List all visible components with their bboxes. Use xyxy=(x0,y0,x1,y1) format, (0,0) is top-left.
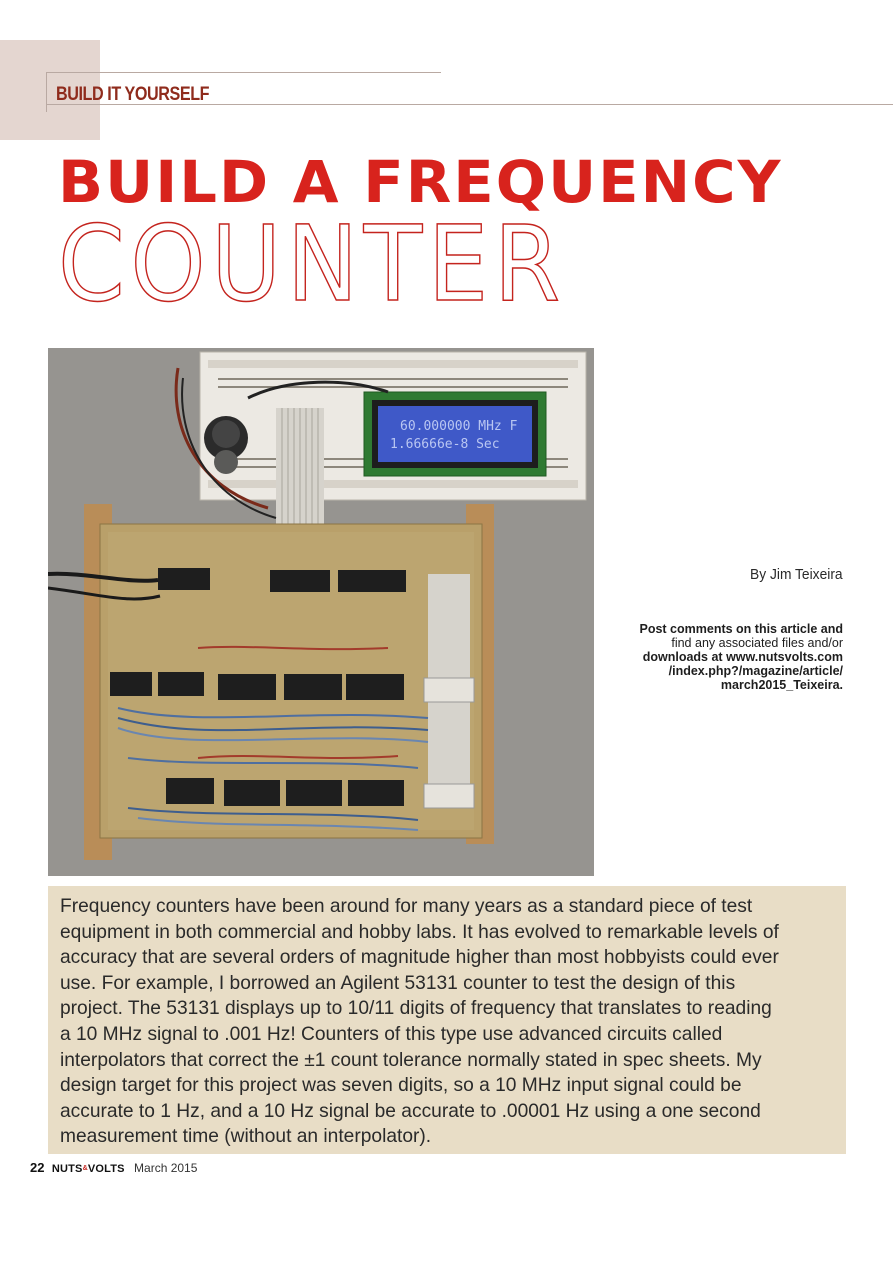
intro-line: accurate to 1 Hz, and a 10 Hz signal be accurate to .00001 Hz using a one second xyxy=(60,1100,761,1122)
comments-line: find any associated files and/or xyxy=(671,636,843,650)
page-footer xyxy=(30,1160,197,1175)
page-number: 22 xyxy=(30,1160,45,1175)
intro-paragraph xyxy=(60,894,844,1150)
intro-line: accuracy that are several orders of magnitude higher than most hobbyists could ever xyxy=(60,947,779,969)
lcd-line-2: 1.66666e-8 Sec xyxy=(390,437,500,452)
byline: By Jim Teixeira xyxy=(750,566,843,583)
article-title-line1: BUILD A FREQUENCY xyxy=(58,148,783,216)
intro-line: Frequency counters have been around for many years as a standard piece of test xyxy=(60,896,753,917)
comments-line: downloads at www.nutsvolts.com xyxy=(642,650,843,664)
article-title-line2: COUNTER xyxy=(58,203,566,325)
intro-line: use. For example, I borrowed an Agilent 53131 counter to test the design of this xyxy=(60,972,736,994)
intro-line: project. The 53131 displays up to 10/11 digits of frequency that translates to reading xyxy=(60,998,772,1020)
comments-line: march2015_Teixeira. xyxy=(720,678,843,692)
intro-line: a 10 MHz signal to .001 Hz! Counters of this type use advanced circuits called xyxy=(60,1023,723,1045)
intro-line: measurement time (without an interpolator). xyxy=(60,1126,432,1148)
circuit-board-illustration xyxy=(48,348,594,876)
section-label: BUILD IT YOURSELF xyxy=(56,84,210,105)
intro-line: interpolators that correct the ±1 count tolerance normally stated in spec sheets. My xyxy=(60,1049,762,1071)
comments-line: /index.php?/magazine/article/ xyxy=(668,664,843,678)
intro-line: design target for this project was seven digits, so a 10 MHz input signal could be xyxy=(60,1075,742,1097)
magazine-logo: NUTS&VOLTS xyxy=(51,1163,125,1175)
section-rule xyxy=(46,72,47,112)
project-photo xyxy=(48,348,594,876)
section-rule xyxy=(46,72,441,73)
intro-line: equipment in both commercial and hobby labs. It has evolved to remarkable levels of xyxy=(60,921,779,943)
issue-date: March 2015 xyxy=(134,1161,198,1175)
comments-line: Post comments on this article and xyxy=(639,622,843,636)
intro-box xyxy=(48,886,846,1154)
comments-note xyxy=(603,622,843,692)
lcd-line-1: 60.000000 MHz F xyxy=(400,419,518,434)
